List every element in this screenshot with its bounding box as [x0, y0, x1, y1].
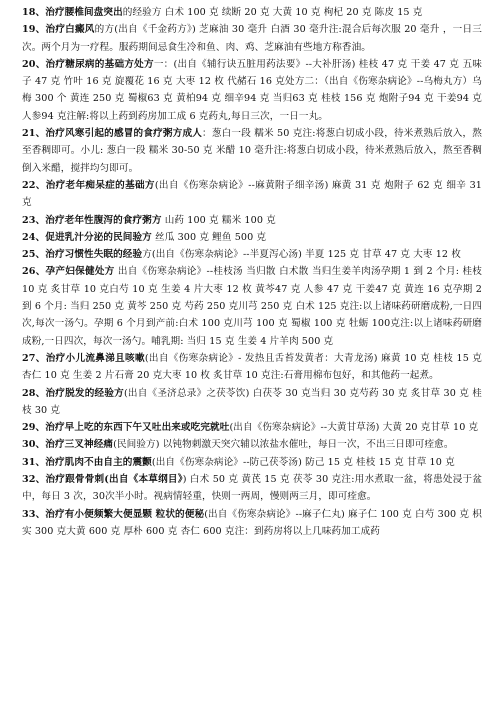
- entry-title: 32、治疗跟骨骨刺(出自《本草纲目》: [22, 474, 183, 486]
- entry-body: (出自《圣济总录》之茯苓饮) 白茯苓 30 克当归 30 克芍药 30 克 炙甘草 30 克 桂枝 30 克: [22, 387, 482, 416]
- entry-body: ：葱白一段 糯米 50 克注:将葱白切成小段，待米煮熟后放入，熬至香稠即可。小儿: 葱白一段 糯米 30-50 克 米醋 10 毫升注:将葱白切成小段，待米煮熟后放入，熬至香稠倒入米醋，搅拌均匀即可。: [22, 128, 483, 174]
- entry-title: 28、治疗脱发的经验方: [22, 387, 124, 399]
- entry-25: [22, 246, 482, 263]
- entry-21: [22, 125, 482, 177]
- entry-body: (民间验方) 以钝物刺激天突穴辅以浓盐水催吐，每日一次，不出三日即可痊愈。: [113, 439, 454, 451]
- entry-title: 23、治疗老年性腹泻的食疗粥方: [22, 214, 162, 226]
- entry-title: 31、治疗肌肉不由自主的震颤: [22, 456, 152, 468]
- entry-28: [22, 385, 482, 420]
- entry-title: 20、治疗糖尿病的基础方处方: [22, 58, 154, 70]
- entry-26: [22, 263, 482, 349]
- entry-body: 的经验方 白术 100 克 续断 20 克 大黄 10 克 枸杞 20 克 陈皮 15 克: [122, 7, 423, 18]
- entry-20: [22, 56, 482, 125]
- entry-body: (出自《伤寒杂病论》- 发热且舌苔发黄者：大青龙汤) 麻黄 10 克 桂枝 15 克 杏仁 10 克 生姜 2 片石膏 20 克大枣 10 枚 炙甘草 10 克注:石膏用棉布包好，和其他药一起煮。: [22, 352, 482, 382]
- entry-title: 21、治疗风寒引起的感冒的食疗粥方成人: [22, 128, 203, 140]
- entry-24: [22, 229, 482, 246]
- entry-title: 18、治疗腰椎间盘突出: [22, 7, 123, 18]
- entry-32: [22, 471, 482, 506]
- entry-body: 方(出自《伤寒杂病论》--半夏泻心汤) 半夏 125 克 甘草 47 克 大枣 12 枚: [142, 249, 461, 261]
- entry-body: 山药 100 克 糯米 100 克: [161, 214, 276, 226]
- entry-body: (出自《伤寒杂病论》--麻子仁丸) 麻子仁 100 克 白芍 300 克 枳实 300 克大黄 600 克 厚朴 600 克 杏仁 600 克注：到药房将以上几味药加工成药: [22, 508, 482, 537]
- entry-body: (出自《伤寒杂病论》--麻黄附子细辛汤) 麻黄 31 克 炮附子 62 克 细辛 31 克: [22, 179, 482, 209]
- entry-29: [22, 419, 482, 436]
- entry-body: (出自《伤寒杂病论》--大黄甘草汤) 大黄 20 克甘草 10 克: [229, 422, 479, 434]
- entry-title: 22、治疗老年痴呆症的基础方: [22, 179, 155, 191]
- entry-title: 29、治疗早上吃的东西下午又吐出来或吃完就吐: [22, 422, 230, 434]
- entry-27: [22, 350, 482, 385]
- entry-title: 19、治疗白癜风: [22, 24, 95, 36]
- entry-title: 27、治疗小儿流鼻涕且咳嗽: [22, 352, 145, 364]
- entry-23: [22, 212, 482, 229]
- entry-title: 25、治疗习惯性失眠的经验: [22, 249, 143, 261]
- entry-19: [22, 21, 482, 56]
- entry-title: 24、促进乳汁分泌的民间验方: [22, 231, 152, 243]
- entry-title: 33、治疗有小便频繁大便显颗 粒状的便秘: [22, 508, 205, 520]
- entry-31: [22, 454, 482, 471]
- entry-body: 一：(出自《辅行诀五脏用药法要》--大补肝汤) 桂枝 47 克 干姜 47 克 五味子 47 克 竹叶 16 克 旋覆花 16 克 大枣 12 枚 代赭石 16 克处方二：（出自《伤寒杂病论》--乌梅丸方）乌梅 300 个 黄连 250 克 蜀椒63 克 黄柏94 克 细辛94 克 当归63 克 桂枝 156 克 炮附子94 克 干姜94 克 人参94 克注解:将以上药到药房加工成 6 克药丸,每日三次，一日一丸。: [22, 58, 482, 122]
- entry-body: (出自《伤寒杂病论》--防己茯苓汤) 防己 15 克 桂枝 15 克 甘草 10 克: [151, 456, 455, 468]
- entry-title: 26、孕产妇保健处方: [22, 266, 115, 278]
- entry-body: ) 白术 50 克 黄芪 15 克 茯苓 30 克注:用水煮取一盆，将患处浸于盆中，每日 3 次，30次半小时。视病情轻重，快则一两周，慢则两三月，即可痊愈。: [22, 474, 483, 503]
- entry-title: 30、治疗三叉神经痛: [22, 439, 114, 451]
- entry-18: [22, 4, 482, 21]
- entry-22: [22, 177, 482, 212]
- entry-body: 出自《伤寒杂病论》--桂枝汤 当归散 白术散 当归生姜羊肉汤孕期 1 到 2 个月: 桂枝 10 克 炙甘草 10 克白芍 10 克 生姜 4 片大枣 12 枚 黄芩47 克 人参 47 克 干姜47 克 黄连 16 克孕期 2 到 6 个月: 当归 250 克 黄芩 250 克 芍药 250 克川芎 250 克 白术 125 克注:以上诸味药研磨成粉,一日四次,每次一汤勺。孕期 6 个月到产前:白术 100 克川芎 100 克 蜀椒 100 克 牡蛎 100克注:以上诸味药研磨成粉,一日四次，每次一汤勺。哺乳期: 当归 15 克 生姜 4 片羊肉 500 克: [22, 266, 482, 347]
- entry-body: 丝瓜 300 克 鲤鱼 500 克: [151, 231, 267, 243]
- entry-30: [22, 436, 482, 453]
- entry-body: 的方(出自《千金药方》) 芝麻油 30 毫升 白酒 30 毫升注:混合后每次服 20 毫升 ，一日三次。两个月为一疗程。服药期间忌食生冷和鱼、肉、鸡、芝麻油有些地方称香油。: [22, 24, 482, 53]
- entry-33: [22, 506, 482, 541]
